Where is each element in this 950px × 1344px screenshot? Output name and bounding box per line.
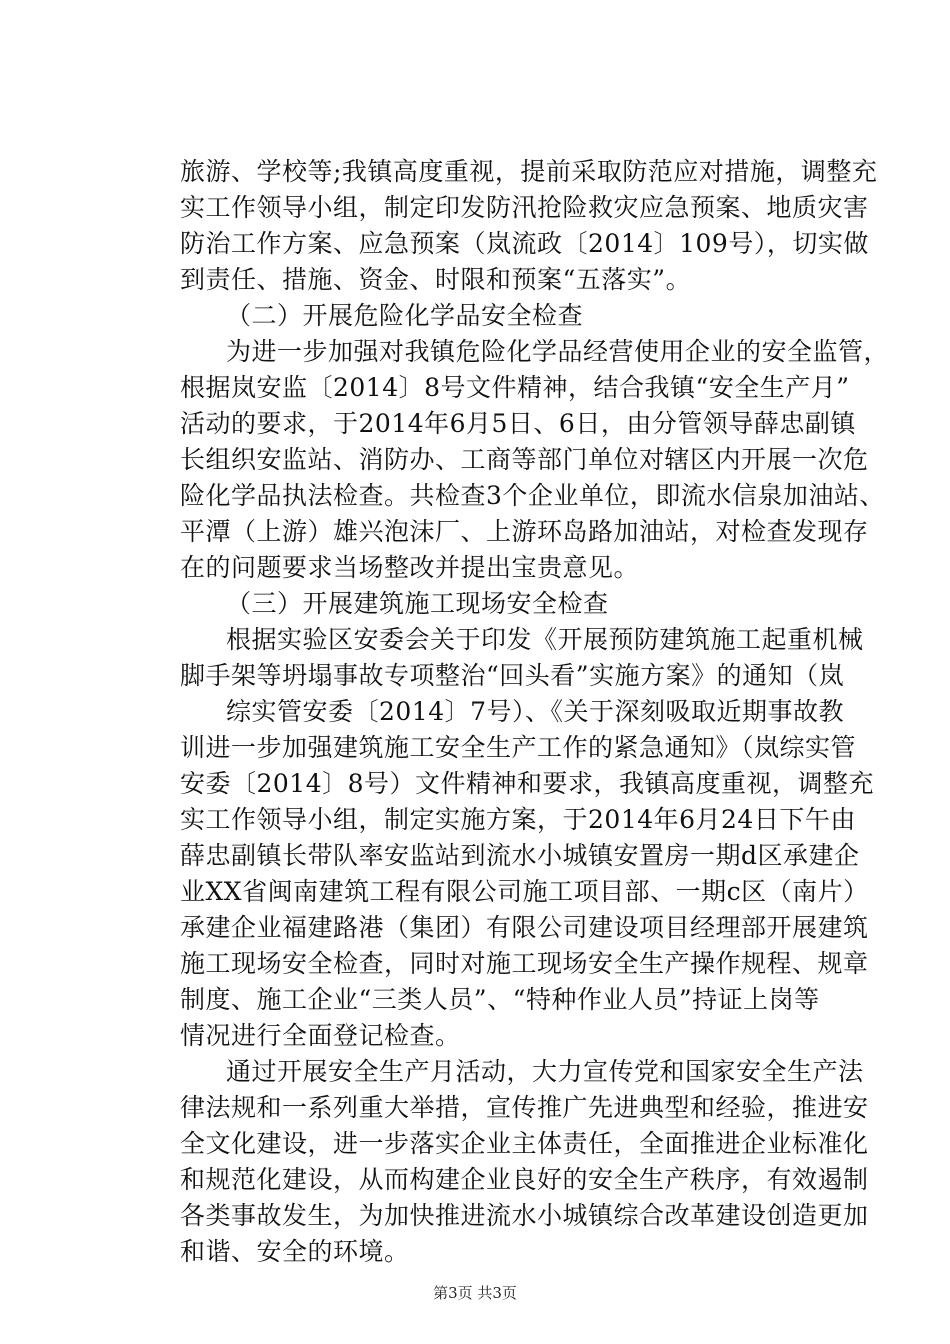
text-line: 平潭（上游）雄兴泡沫厂、上游环岛路加油站，对检查发现存 xyxy=(180,517,869,546)
text-line: 制度、施工企业“三类人员”、“特种作业人员”持证上岗等 xyxy=(180,985,820,1014)
text-line: 为进一步加强对我镇危险化学品经营使用企业的安全监管， xyxy=(226,337,890,366)
text-line: 承建企业福建路港（集团）有限公司建设项目经理部开展建筑 xyxy=(180,913,869,942)
text-line: 旅游、学校等;我镇高度重视，提前采取防范应对措施，调整充 xyxy=(180,157,878,186)
text-line: 实工作领导小组，制定印发防汛抢险救灾应急预案、地质灾害 xyxy=(180,193,869,222)
text-line: 通过开展安全生产月活动，大力宣传党和国家安全生产法 xyxy=(226,1057,864,1086)
text-line: 训进一步加强建筑施工安全生产工作的紧急通知》（岚综实管 xyxy=(180,733,857,762)
text-line: 全文化建设，进一步落实企业主体责任，全面推进企业标准化 xyxy=(180,1129,869,1158)
text-line: 实工作领导小组，制定实施方案，于2014年6月24日下午由 xyxy=(180,805,856,834)
text-line: 施工现场安全检查，同时对施工现场安全生产操作规程、规章 xyxy=(180,949,869,978)
text-line: 到责任、措施、资金、时限和预案“五落实”。 xyxy=(180,265,692,294)
text-line: 和谐、安全的环境。 xyxy=(180,1237,410,1266)
text-line: 薛忠副镇长带队率安监站到流水小城镇安置房一期d区承建企 xyxy=(180,841,860,870)
document-body xyxy=(180,154,890,1270)
text-line: 险化学品执法检查。共检查3个企业单位，即流水信泉加油站、 xyxy=(180,481,885,510)
text-line: 在的问题要求当场整改并提出宝贵意见。 xyxy=(180,553,640,582)
text-line: 律法规和一系列重大举措，宣传推广先进典型和经验，推进安 xyxy=(180,1093,869,1122)
section-heading: （二）开展危险化学品安全检查 xyxy=(226,301,584,330)
page-number-footer: 第3页 共3页 xyxy=(433,1284,517,1302)
text-line: 长组织安监站、消防办、工商等部门单位对辖区内开展一次危 xyxy=(180,445,869,474)
text-line: 防治工作方案、应急预案（岚流政〔2014〕109号），切实做 xyxy=(180,229,869,258)
text-line: 各类事故发生，为加快推进流水小城镇综合改革建设创造更加 xyxy=(180,1201,869,1230)
text-line: 脚手架等坍塌事故专项整治“回头看”实施方案》的通知（岚 xyxy=(180,661,845,690)
text-line: 根据岚安监〔2014〕8号文件精神，结合我镇“安全生产月” xyxy=(180,373,850,402)
text-line: 根据实验区安委会关于印发《开展预防建筑施工起重机械 xyxy=(226,625,864,654)
text-line: 情况进行全面登记检查。 xyxy=(180,1021,461,1050)
text-line: 业XX省闽南建筑工程有限公司施工项目部、一期c区（南片） xyxy=(180,877,869,906)
text-line: 活动的要求，于2014年6月5日、6日，由分管领导薛忠副镇 xyxy=(180,409,856,438)
text-line: 综实管安委〔2014〕7号）、《关于深刻吸取近期事故教 xyxy=(226,697,845,726)
text-line: 安委〔2014〕8号）文件精神和要求，我镇高度重视，调整充 xyxy=(180,769,875,798)
text-line: 和规范化建设，从而构建企业良好的安全生产秩序，有效遏制 xyxy=(180,1165,869,1194)
section-heading: （三）开展建筑施工现场安全检查 xyxy=(226,589,609,618)
